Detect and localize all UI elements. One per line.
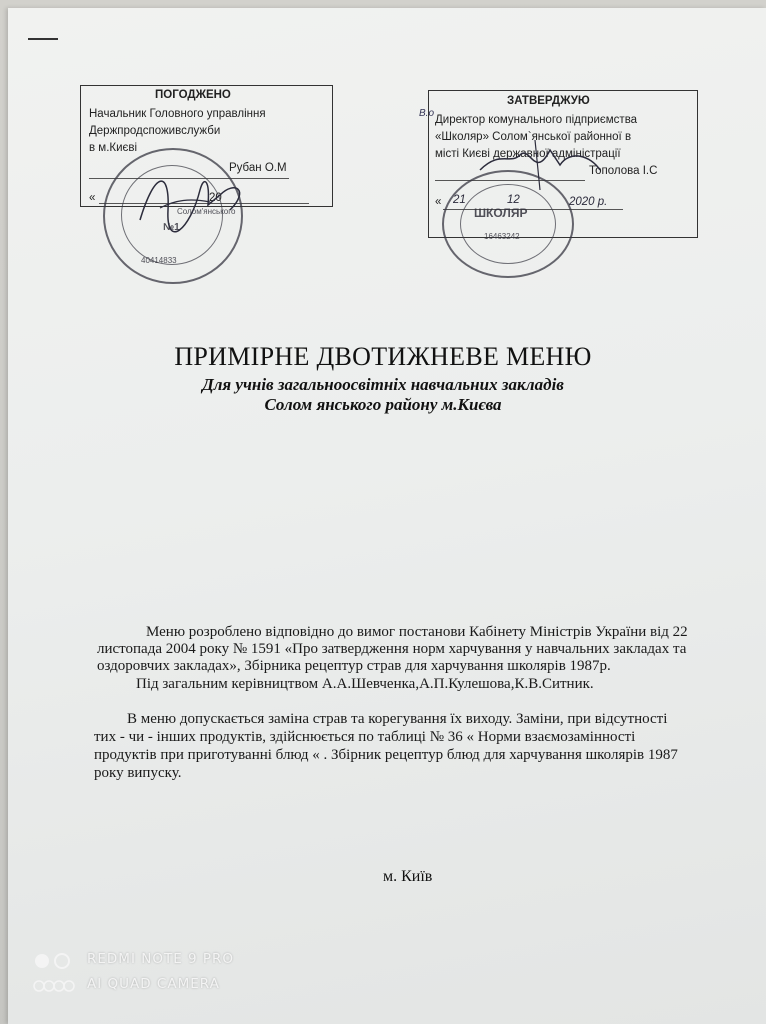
approval-right-line-1: Директор комунального підприємства — [435, 114, 638, 126]
document-city: м. Київ — [383, 868, 433, 885]
paragraph-1-line-3: оздоровчих закладах», Збірника рецептур страв для харчування школярів 1987р. — [97, 658, 611, 674]
stamp-right-code: 16463242 — [484, 232, 520, 241]
watermark-model: REDMI NOTE 9 PRO — [87, 951, 235, 967]
approval-right-signer: Тополова І.С — [589, 165, 658, 177]
stamp-left-code: 40414833 — [141, 256, 177, 265]
approval-right-line-2: «Школяр» Солом`янської районної в — [435, 131, 632, 143]
document-subtitle-line-2: Солом янського району м.Києва — [264, 395, 502, 414]
paragraph-2-line-2: тих - чи - інших продуктів, здійснюється по таблиці № 36 « Норми взаємозамінності — [94, 729, 636, 745]
document-subtitle-line-1: Для учнів загальноосвітніх навчальних закладів — [202, 375, 564, 394]
approval-left-date-prefix: « — [89, 192, 96, 204]
quad-circle-icon — [33, 977, 77, 995]
approval-left-line-2: Держпродспоживслужби — [89, 125, 221, 137]
approval-left-heading: ПОГОДЖЕНО — [155, 89, 231, 101]
signature-right — [440, 110, 660, 220]
signature-left — [100, 150, 280, 250]
approval-right-date-day: 21 — [453, 194, 466, 206]
approval-right-date-year: 2020 р. — [569, 196, 608, 208]
document-title: ПРИМІРНЕ ДВОТИЖНЕВЕ МЕНЮ — [174, 342, 592, 371]
approval-right-prefix: В.о — [419, 108, 435, 119]
approval-right-date-month: 12 — [507, 194, 520, 206]
paragraph-1-line-2: листопада 2004 року № 1591 «Про затвердження норм харчування у навчальних закладах та — [97, 641, 687, 657]
approval-left-line-3: в м.Києві — [89, 142, 138, 154]
approval-right-heading: ЗАТВЕРДЖУЮ — [507, 95, 590, 107]
dual-circle-icon — [33, 952, 77, 970]
approval-right-line-3: місті Києві державної адміністрації — [435, 148, 621, 160]
approval-left-signer: Рубан О.М — [229, 162, 287, 174]
stamp-left-number: №1 — [163, 222, 180, 233]
paragraph-1-line-1: Меню розроблено відповідно до вимог постанови Кабінету Міністрів України від 22 — [146, 624, 688, 640]
watermark-camera: AI QUAD CAMERA — [87, 976, 220, 992]
paragraph-2-line-3: продуктів при приготуванні блюд « . Збірник рецептур блюд для харчування школярів 1987 — [94, 747, 678, 763]
approval-left-line-1: Начальник Головного управління — [89, 108, 266, 120]
paragraph-2-line-1: В меню допускається заміна страв та корегування їх виходу. Заміни, при відсутності — [127, 711, 668, 727]
paragraph-1-line-4: Під загальним керівництвом А.А.Шевченка,А.П.Кулешова,К.В.Ситник. — [136, 676, 594, 692]
paragraph-2-line-4: року випуску. — [94, 765, 182, 781]
stamp-left-word: Солом'янського — [177, 207, 236, 216]
stamp-right-word: ШКОЛЯР — [474, 206, 528, 220]
approval-left-date-year: 20 — [209, 192, 222, 204]
pen-mark — [28, 38, 58, 40]
approval-right-date-prefix: « — [435, 196, 442, 208]
